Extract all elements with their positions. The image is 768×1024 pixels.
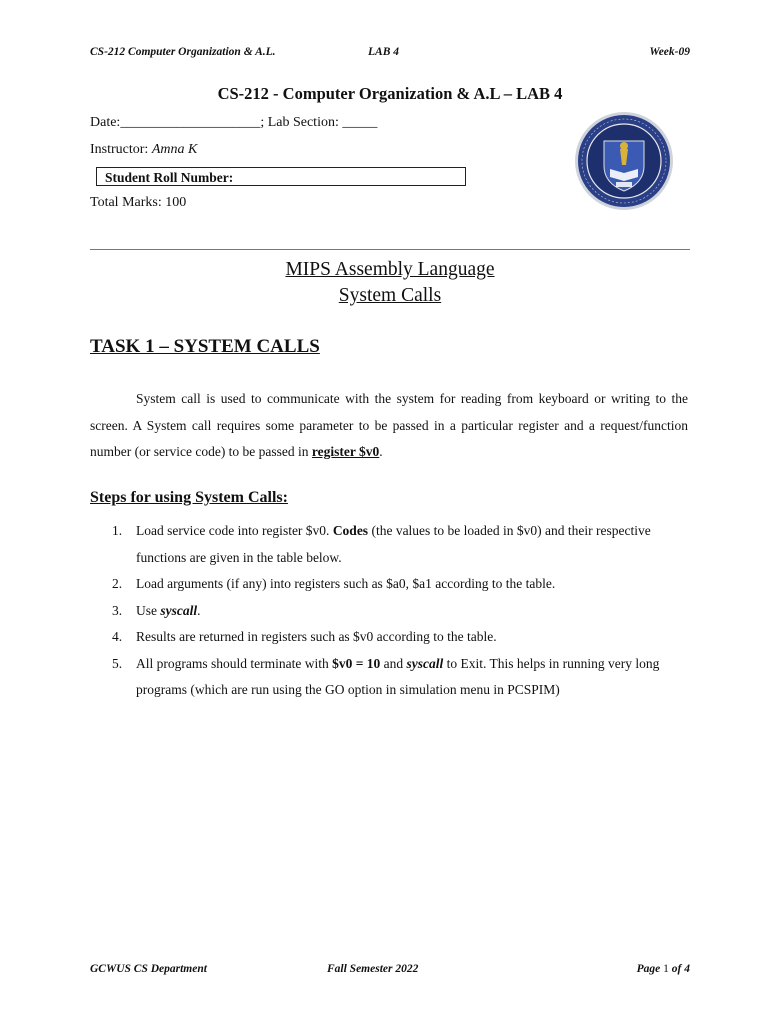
step-text: Results are returned in registers such as $v0 according to the table. [136, 629, 497, 644]
step-text: Use [136, 602, 161, 618]
main-heading-line1: MIPS Assembly Language [285, 259, 495, 280]
instructor-label: Instructor: [90, 142, 152, 157]
list-item [90, 571, 690, 598]
page-suffix: of 4 [668, 963, 690, 975]
step-text: (the values to be loaded in $v0) and their respective functions are given in the table below. [136, 523, 651, 565]
intro-paragraph [90, 386, 688, 466]
footer-department: GCWUS CS Department [90, 963, 207, 975]
header-lab: LAB 4 [368, 46, 399, 58]
intro-emphasis: register $v0 [311, 444, 380, 459]
step-text: to Exit. This helps in running very long programs (which are run using the GO option in simulation menu in PCSPIM) [136, 655, 660, 697]
main-heading-line2: System Calls [338, 285, 442, 306]
intro-text: System call is used to communicate with the system for reading from keyboard or writing to the screen. A System call requires some parameter to be passed in a particular register and a request/function number (or service code) to be passed in [90, 391, 688, 459]
step-number: 1. [112, 523, 123, 538]
step-bold: $v0 = 10 [332, 655, 381, 671]
list-item [90, 651, 690, 704]
step-bold-italic: syscall [406, 655, 444, 671]
list-item [90, 598, 690, 625]
intro-end: . [379, 444, 383, 459]
step-text: Load arguments (if any) into registers such as $a0, $a1 according to the table. [136, 576, 556, 591]
step-bold-italic: syscall [160, 602, 198, 618]
step-number: 5. [112, 655, 123, 671]
page-current: 1 [663, 963, 669, 975]
steps-list [90, 518, 690, 704]
instructor-line [90, 142, 197, 158]
page-prefix: Page [636, 963, 664, 975]
university-seal-icon [574, 111, 674, 211]
footer-page-number [637, 963, 690, 975]
step-bold: Codes [332, 523, 369, 538]
document-title: CS-212 - Computer Organization & A.L – LAB 4 [217, 84, 563, 103]
date-section-line: Date:____________________; Lab Section: _____ [90, 115, 378, 130]
footer-semester: Fall Semester 2022 [327, 963, 419, 975]
list-item [90, 624, 690, 651]
step-text: All programs should terminate with [136, 655, 333, 671]
instructor-name: Amna K [151, 142, 198, 157]
steps-heading: Steps for using System Calls: [90, 489, 288, 506]
list-item [90, 518, 690, 571]
task-title: TASK 1 – SYSTEM CALLS [90, 336, 320, 357]
step-number: 3. [112, 602, 123, 618]
total-marks: Total Marks: 100 [90, 195, 187, 210]
step-text: and [380, 655, 407, 671]
step-text: Load service code into register $v0. [136, 523, 333, 538]
section-divider [90, 249, 690, 250]
step-number: 2. [112, 576, 123, 591]
step-text: . [197, 602, 201, 618]
student-roll-number-box: Student Roll Number: [96, 167, 466, 186]
header-week: Week-09 [649, 46, 690, 58]
header-course: CS-212 Computer Organization & A.L. [90, 46, 276, 58]
step-number: 4. [112, 629, 123, 644]
